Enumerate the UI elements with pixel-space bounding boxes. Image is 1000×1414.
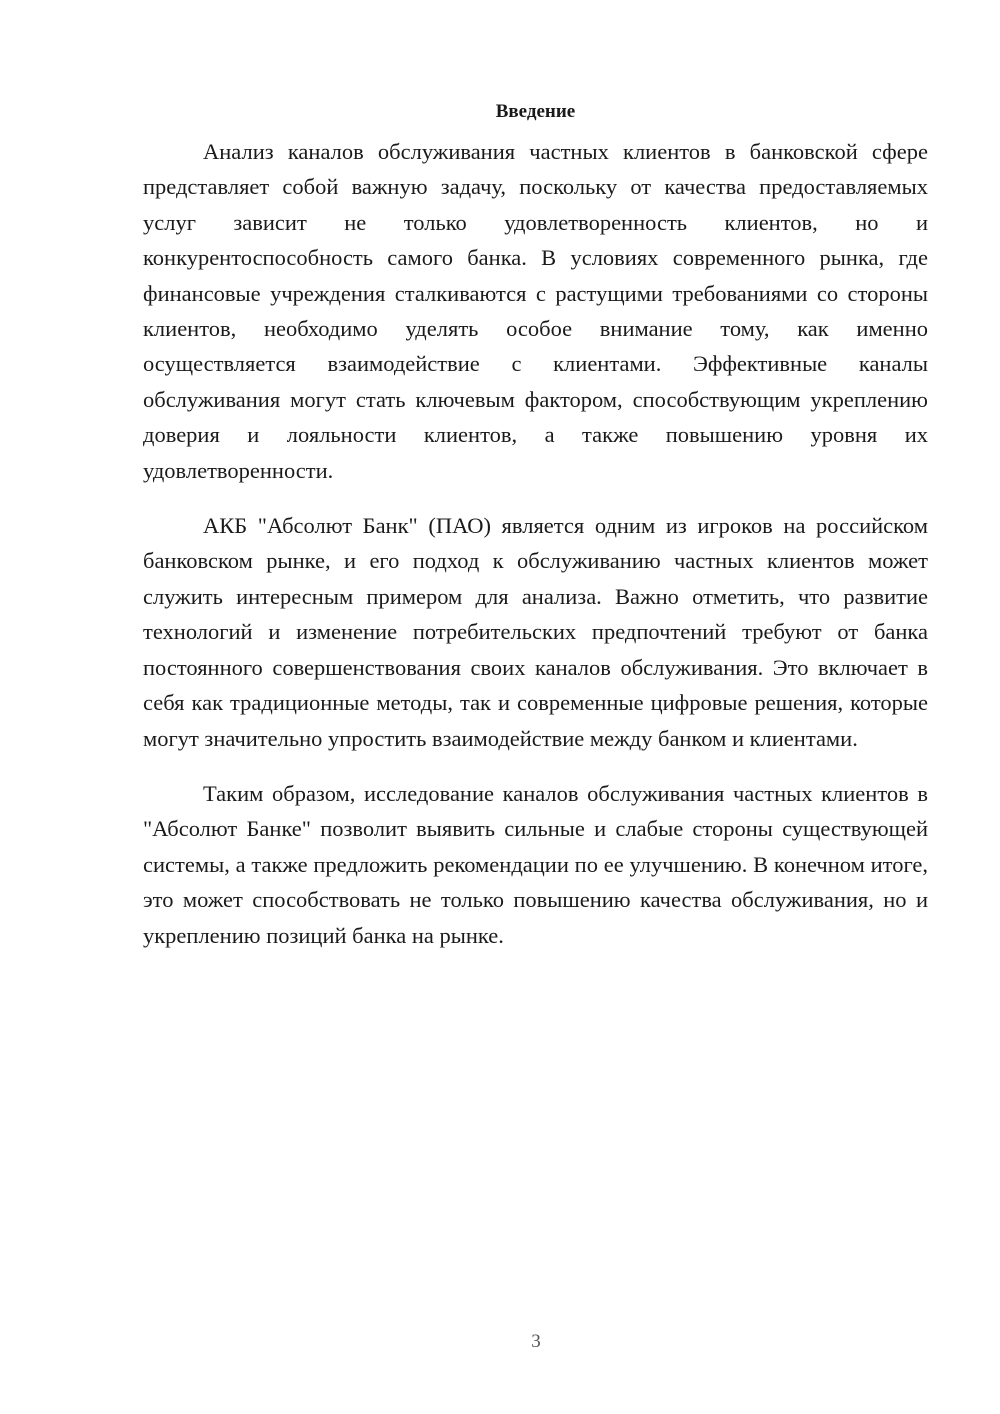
paragraph-2: АКБ "Абсолют Банк" (ПАО) является одним из игроков на российском банковском рынке, и его подход к обслуживанию частных клиентов может служить интересным примером для анализа. Важно отметить, что развитие технологий и изменение потребительских предпочтений требуют от банка постоянного совершенствования своих каналов обслуживания. Это включает в себя как традиционные методы, так и современные цифровые решения, которые могут значительно упростить взаимодействие между банком и клиентами.	[143, 513, 928, 751]
page-content	[143, 94, 928, 973]
paragraph-3: Таким образом, исследование каналов обслуживания частных клиентов в "Абсолют Банке" позволит выявить сильные и слабые стороны существующей системы, а также предложить рекомендации по ее улучшению. В конечном итоге, это может способствовать не только повышению качества обслуживания, но и укреплению позиций банка на рынке.	[143, 780, 928, 948]
paragraph-1: Анализ каналов обслуживания частных клиентов в банковской сфере представляет собой важную задачу, поскольку от качества предоставляемых услуг зависит не только удовлетворенность клиентов, но и конкурентоспособность самого банка. В условиях современного рынка, где финансовые учреждения сталкиваются с растущими требованиями со стороны клиентов, необходимо уделять особое внимание тому, как именно осуществляется взаимодействие с клиентами. Эффективные каналы обслуживания могут стать ключевым фактором, способствующим укреплению доверия и лояльности клиентов, а также повышению уровня их удовлетворенности.	[143, 139, 928, 483]
section-title: Введение	[495, 101, 576, 122]
page-number: 3	[531, 1331, 541, 1352]
